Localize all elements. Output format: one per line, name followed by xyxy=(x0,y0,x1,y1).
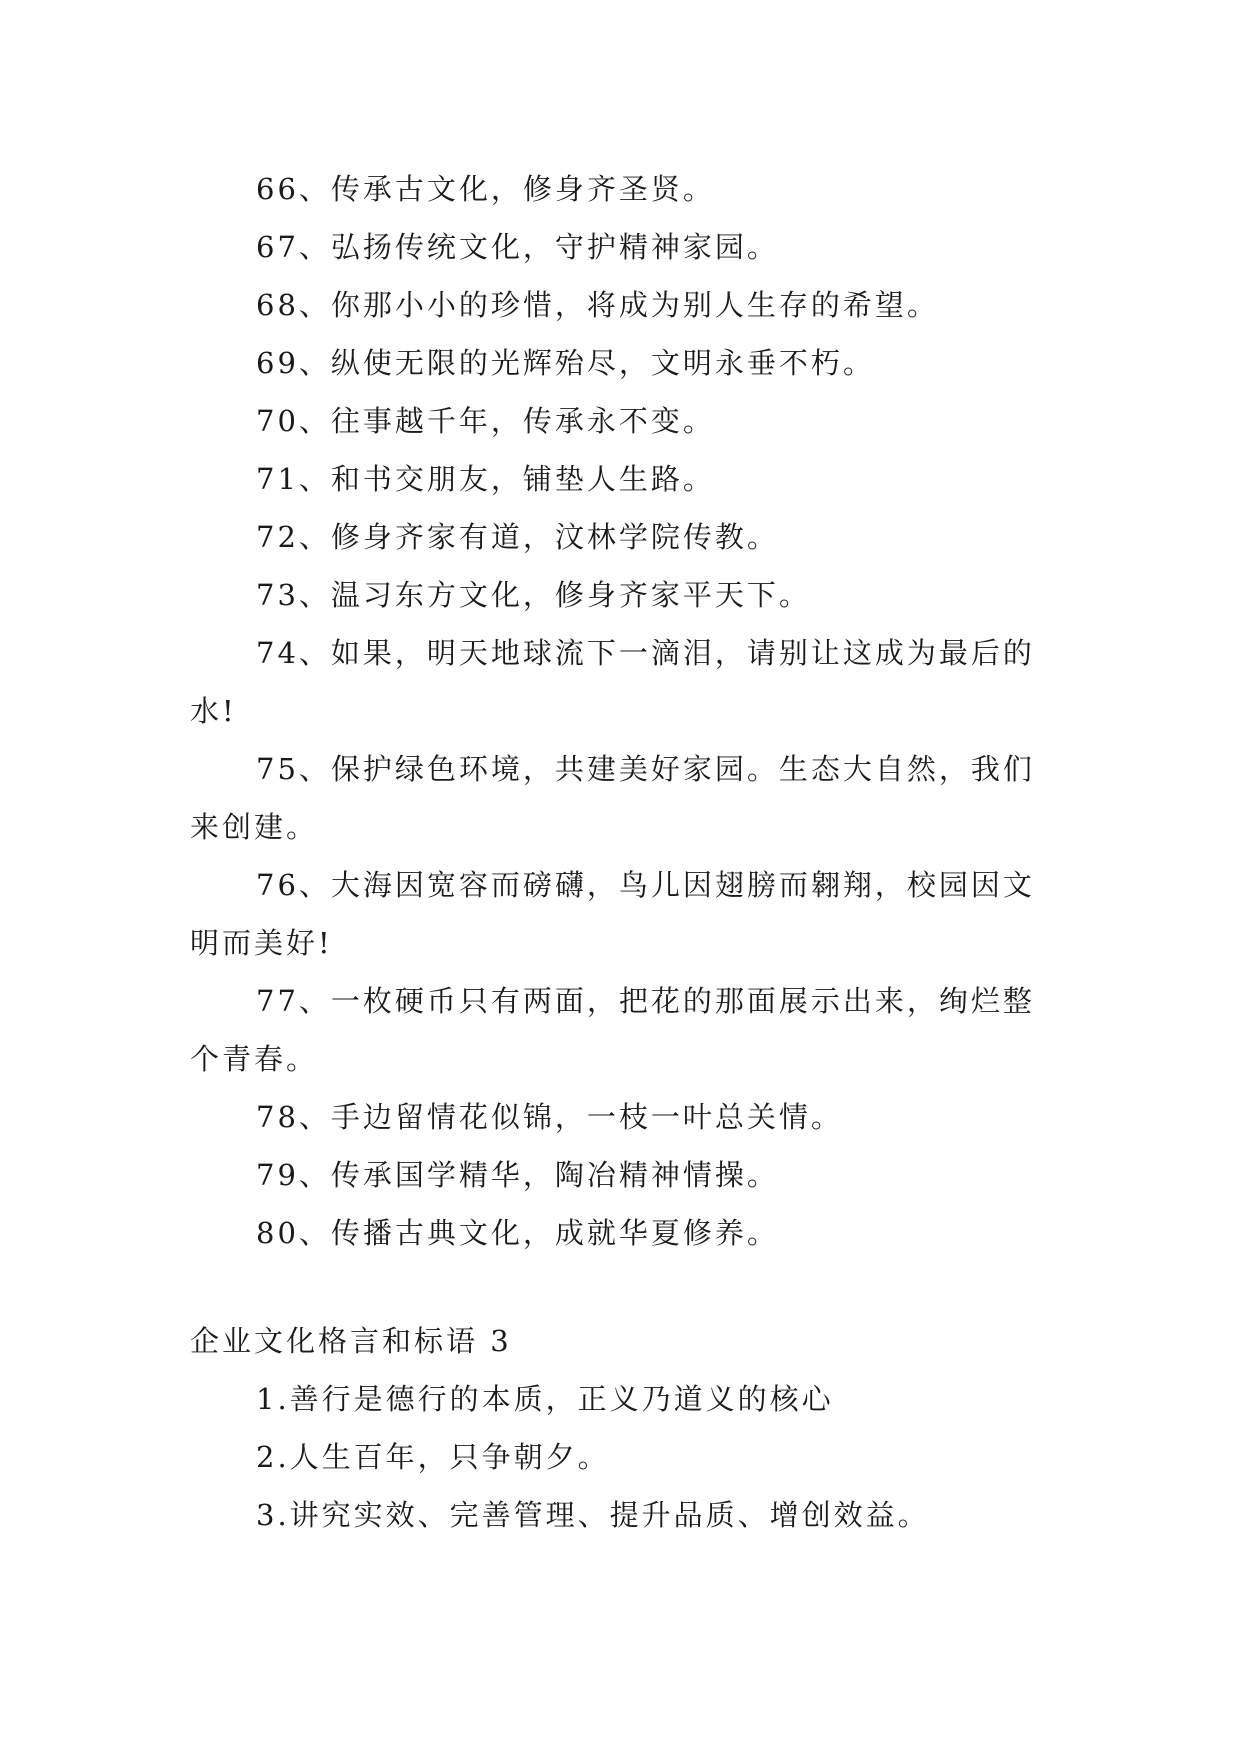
motto-3: 3.讲究实效、完善管理、提升品质、增创效益。 xyxy=(256,1498,930,1532)
slogan-71: 71、和书交朋友，铺垫人生路。 xyxy=(256,462,715,496)
slogan-75: 75、保护绿色环境，共建美好家园。生态大自然，我们来创建。 xyxy=(190,752,1035,844)
slogan-66: 66、传承古文化，修身齐圣贤。 xyxy=(256,172,715,206)
slogan-77: 77、一枚硬币只有两面，把花的那面展示出来，绚烂整个青春。 xyxy=(190,984,1035,1076)
slogan-74: 74、如果，明天地球流下一滴泪，请别让这成为最后的水! xyxy=(190,636,1035,728)
motto-1: 1.善行是德行的本质，正义乃道义的核心 xyxy=(256,1382,834,1416)
slogan-80: 80、传播古典文化，成就华夏修养。 xyxy=(256,1216,779,1250)
slogan-79: 79、传承国学精华，陶冶精神情操。 xyxy=(256,1158,779,1192)
slogan-69: 69、纵使无限的光辉殆尽，文明永垂不朽。 xyxy=(256,346,875,380)
slogan-70: 70、往事越千年，传承永不变。 xyxy=(256,404,715,438)
slogan-76: 76、大海因宽容而磅礴，鸟儿因翅膀而翱翔，校园因文明而美好! xyxy=(190,868,1035,960)
slogan-72: 72、修身齐家有道，汶林学院传教。 xyxy=(256,520,779,554)
slogan-73: 73、温习东方文化，修身齐家平天下。 xyxy=(256,578,811,612)
slogan-68: 68、你那小小的珍惜，将成为别人生存的希望。 xyxy=(256,288,939,322)
section-heading: 企业文化格言和标语 3 xyxy=(190,1324,512,1358)
document-page xyxy=(190,160,1050,1544)
slogan-67: 67、弘扬传统文化，守护精神家园。 xyxy=(256,230,779,264)
motto-2: 2.人生百年，只争朝夕。 xyxy=(256,1440,610,1474)
slogan-78: 78、手边留情花似锦，一枝一叶总关情。 xyxy=(256,1100,843,1134)
